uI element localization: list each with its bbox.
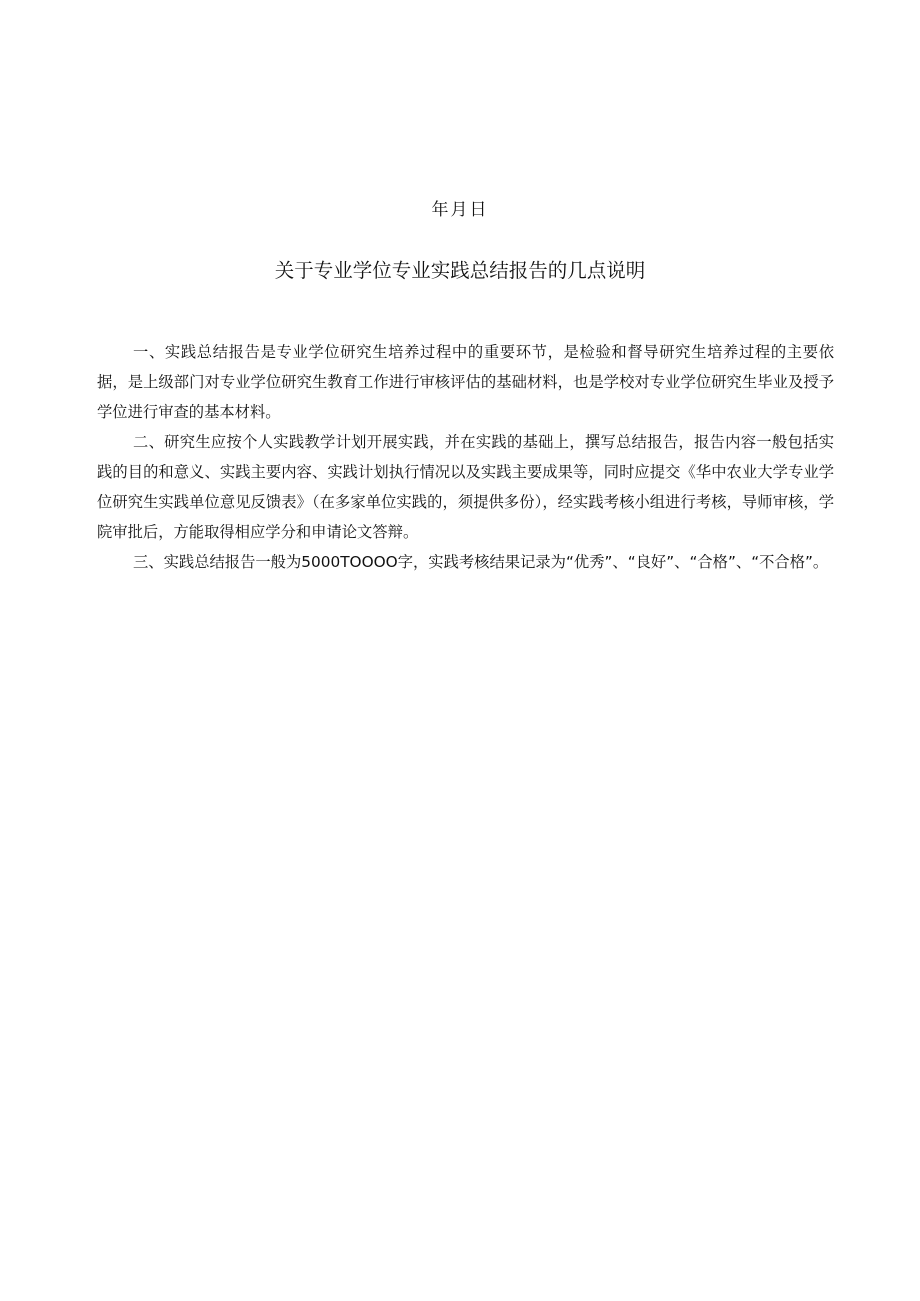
body-text (97, 337, 834, 577)
page-title: 关于专业学位专业实践总结报告的几点说明 (274, 259, 646, 282)
paragraph-3: 三、实践总结报告一般为5000TOOOO字，实践考核结果记录为“优秀”、“良好”、“合格”、“不合格”。 (133, 553, 829, 571)
paragraph-1: 一、实践总结报告是专业学位研究生培养过程中的重要环节，是检验和督导研究生培养过程的主要依据，是上级部门对专业学位研究生教育工作进行审核评估的基础材料，也是学校对专业学位研究生毕业及授予学位进行审查的基本材料。 (97, 343, 834, 421)
paragraph-2: 二、研究生应按个人实践教学计划开展实践，并在实践的基础上，撰写总结报告，报告内容一般包括实践的目的和意义、实践主要内容、实践计划执行情况以及实践主要成果等，同时应提交《华中农业大学专业学位研究生实践单位意见反馈表》（在多家单位实践的，须提供多份），经实践考核小组进行考核，导师审核，学院审批后，方能取得相应学分和申请论文答辩。 (97, 433, 834, 541)
date-line: 年月日 (431, 200, 489, 220)
